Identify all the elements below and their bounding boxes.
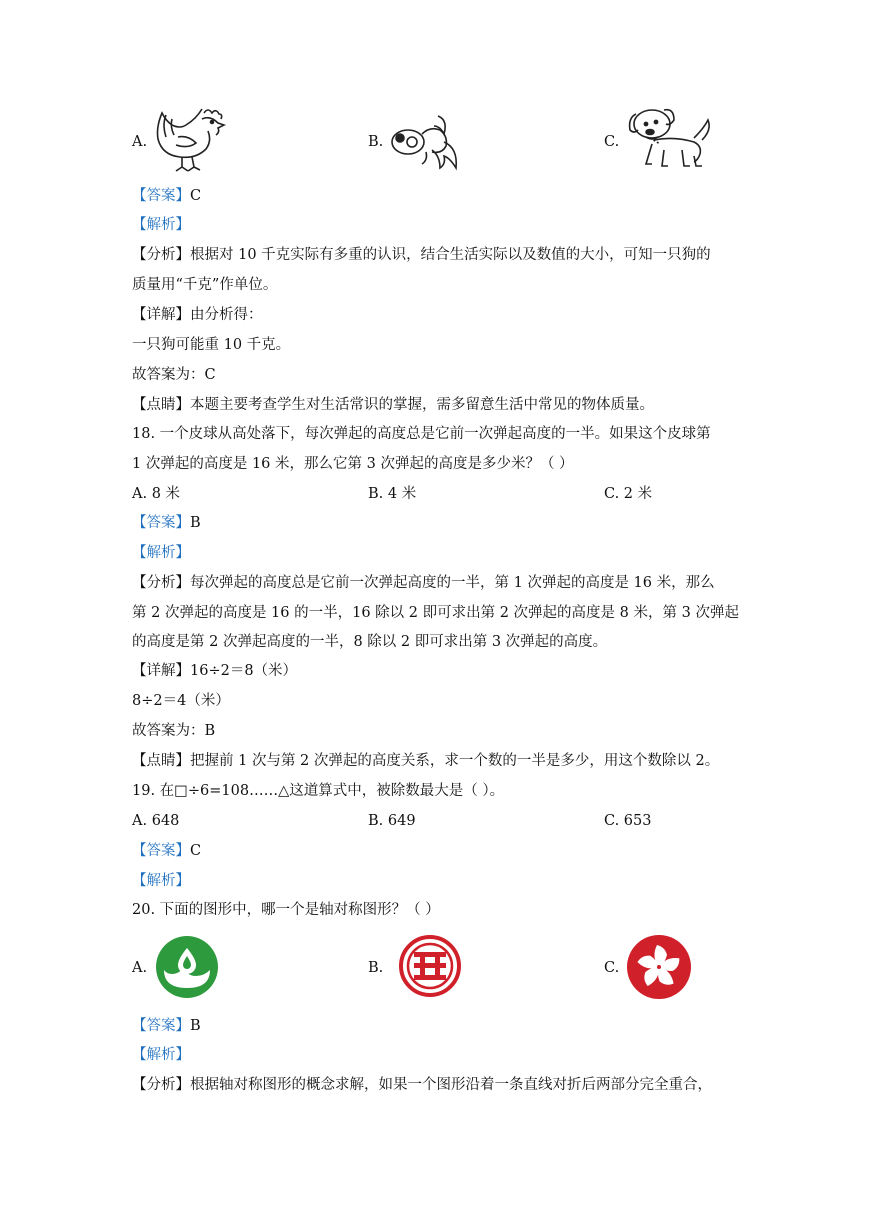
option-b-label: B. bbox=[368, 134, 384, 150]
q19-option-b: B. 649 bbox=[368, 813, 416, 829]
q18-analysis-tag: 【解析】 bbox=[132, 545, 190, 561]
answer-value: C bbox=[190, 188, 202, 204]
q17-dianjing-line bbox=[132, 395, 654, 415]
q20-option-a-label: A. bbox=[132, 960, 148, 976]
q19-option-c: C. 653 bbox=[604, 813, 652, 829]
q18-option-a: A. 8 米 bbox=[132, 486, 181, 502]
fenxi-text: 根据对 10 千克实际有多重的认识，结合生活实际以及数值的大小，可知一只狗的 bbox=[190, 247, 711, 263]
q18-stem-line-1: 18. 一个皮球从高处落下，每次弹起的高度总是它前一次弹起高度的一半。如果这个皮球第 bbox=[132, 426, 711, 442]
q19-option-a: A. 648 bbox=[132, 813, 180, 829]
answer-tag: 【答案】 bbox=[132, 188, 190, 204]
q17-fenxi-line-1 bbox=[132, 245, 711, 265]
dog-image bbox=[624, 104, 716, 176]
fenxi-tag: 【分析】 bbox=[132, 247, 190, 263]
q20-stem: 20. 下面的图形中，哪一个是轴对称图形？（ ） bbox=[132, 902, 440, 918]
answer-tag: 【答案】 bbox=[132, 1018, 190, 1034]
q20-answer-line bbox=[132, 1016, 201, 1036]
green-logo-image bbox=[154, 934, 220, 1000]
q20-analysis-tag: 【解析】 bbox=[132, 1047, 190, 1063]
bauhinia-flag-image bbox=[626, 934, 692, 1000]
q18-detail-line: 8÷2＝4（米） bbox=[132, 693, 230, 709]
xiangjie-text: 由分析得： bbox=[190, 307, 263, 323]
fenxi-text: 每次弹起的高度总是它前一次弹起高度的一半，第 1 次弹起的高度是 16 米，那么 bbox=[190, 575, 715, 591]
q20-option-c-label: C. bbox=[604, 960, 620, 976]
dianjing-tag: 【点睛】 bbox=[132, 753, 190, 769]
q18-dianjing-line bbox=[132, 751, 719, 771]
q20-fenxi-line-1 bbox=[132, 1075, 712, 1095]
q18-option-c: C. 2 米 bbox=[604, 486, 653, 502]
q19-answer-line bbox=[132, 841, 201, 861]
q17-analysis-tag: 【解析】 bbox=[132, 217, 190, 233]
q17-fenxi-line-2: 质量用“千克”作单位。 bbox=[132, 277, 278, 293]
xiangjie-tag: 【详解】 bbox=[132, 307, 190, 323]
answer-value: B bbox=[190, 1018, 201, 1034]
fenxi-text: 根据轴对称图形的概念求解，如果一个图形沿着一条直线对折后两部分完全重合， bbox=[190, 1077, 712, 1093]
answer-value: B bbox=[190, 515, 201, 531]
xiangjie-tag: 【详解】 bbox=[132, 663, 190, 679]
dianjing-text: 把握前 1 次与第 2 次弹起的高度关系，求一个数的一半是多少，用这个数除以 2。 bbox=[190, 753, 720, 769]
q20-option-b-label: B. bbox=[368, 960, 384, 976]
q18-answer-line bbox=[132, 513, 201, 533]
q18-xiangjie-line bbox=[132, 661, 297, 681]
answer-tag: 【答案】 bbox=[132, 843, 190, 859]
option-a-label: A. bbox=[132, 134, 148, 150]
q18-final-answer: 故答案为：B bbox=[132, 723, 216, 739]
q17-xiangjie-line bbox=[132, 305, 263, 325]
fenxi-tag: 【分析】 bbox=[132, 575, 190, 591]
fenxi-tag: 【分析】 bbox=[132, 1077, 190, 1093]
q18-fenxi-line-3: 的高度是第 2 次弹起高度的一半，8 除以 2 即可求出第 3 次弹起的高度。 bbox=[132, 634, 608, 650]
answer-value: C bbox=[190, 843, 202, 859]
q17-answer-line bbox=[132, 186, 201, 206]
q19-analysis-tag: 【解析】 bbox=[132, 873, 190, 889]
q17-detail-line: 一只狗可能重 10 千克。 bbox=[132, 337, 291, 353]
q17-final-answer: 故答案为：C bbox=[132, 367, 216, 383]
q18-option-b: B. 4 米 bbox=[368, 486, 417, 502]
xiangjie-text: 16÷2＝8（米） bbox=[190, 663, 298, 679]
rooster-image bbox=[152, 105, 226, 175]
q19-stem: 19. 在□÷6=108……△这道算式中，被除数最大是（ ）。 bbox=[132, 783, 505, 799]
q18-fenxi-line-1 bbox=[132, 573, 715, 593]
dianjing-text: 本题主要考查学生对生活常识的掌握，需多留意生活中常见的物体质量。 bbox=[190, 397, 654, 413]
red-bank-logo-image bbox=[398, 934, 462, 998]
goldfish-image bbox=[386, 108, 466, 172]
q18-stem-line-2: 1 次弹起的高度是 16 米，那么它第 3 次弹起的高度是多少米？（ ） bbox=[132, 456, 574, 472]
q18-fenxi-line-2: 第 2 次弹起的高度是 16 的一半，16 除以 2 即可求出第 2 次弹起的高度是 8 米，第 3 次弹起 bbox=[132, 605, 739, 621]
answer-tag: 【答案】 bbox=[132, 515, 190, 531]
dianjing-tag: 【点睛】 bbox=[132, 397, 190, 413]
option-c-label: C. bbox=[604, 134, 620, 150]
